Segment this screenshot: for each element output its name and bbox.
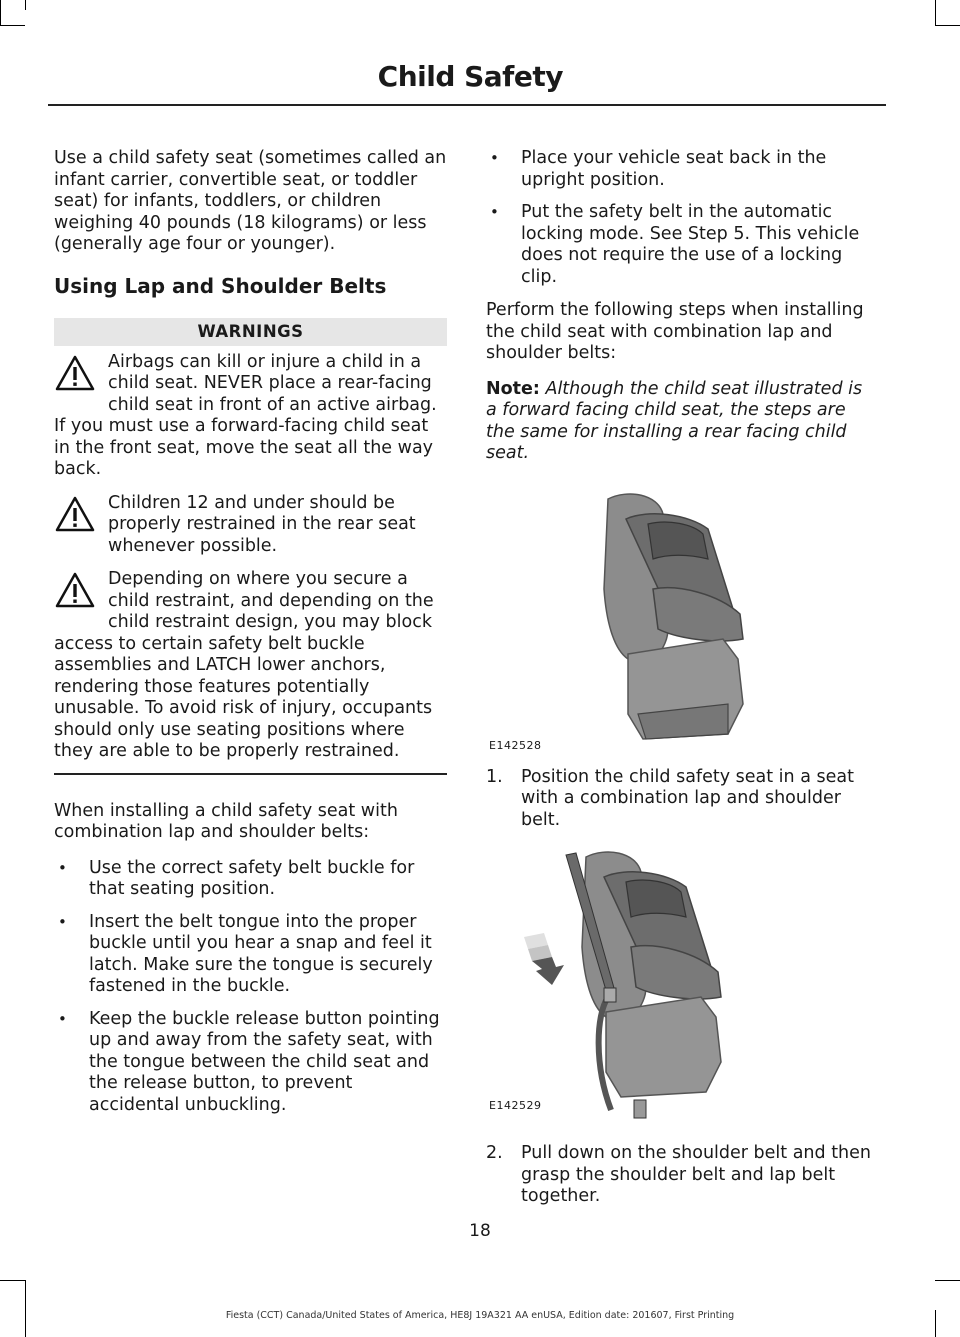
warning-item bbox=[54, 569, 447, 763]
warning-text: Airbags can kill or injure a child in a child seat. NEVER place a rear-facing child seat in front of an active airbag. If you must use a forward-facing child seat in the front seat, move the seat all the way back. bbox=[54, 351, 437, 479]
crop-mark bbox=[935, 25, 960, 26]
page-title: Child Safety bbox=[377, 60, 563, 93]
warnings-header: WARNINGS bbox=[54, 318, 447, 346]
figure-code: E142529 bbox=[489, 1099, 542, 1112]
step-number: 2. bbox=[486, 1143, 503, 1163]
step-number: 1. bbox=[486, 766, 503, 787]
crop-mark bbox=[935, 1280, 960, 1281]
right-column bbox=[486, 148, 878, 1216]
note-text: Although the child seat illustrated is a forward facing child seat, the steps are the same for installing a rear facing child seat. bbox=[486, 378, 863, 463]
crop-mark bbox=[0, 0, 1, 25]
steps-list bbox=[486, 1143, 878, 1208]
footer-text: Fiesta (CCT) Canada/United States of America, HE8J 19A321 AA enUSA, Edition date: 201607, First Printing bbox=[225, 1310, 735, 1321]
list-item: • Put the safety belt in the automatic locking mode. See Step 5. This vehicle does not require the use of a locking clip. bbox=[486, 202, 878, 288]
list-item: • Use the correct safety belt buckle for that seating position. bbox=[54, 858, 447, 901]
warning-icon bbox=[54, 352, 106, 414]
child-seat-belt-illustration bbox=[516, 845, 746, 1125]
warning-text: Children 12 and under should be properly restrained in the rear seat whenever possible. bbox=[108, 492, 416, 556]
left-column bbox=[54, 148, 447, 1128]
crop-mark bbox=[25, 0, 26, 10]
prep-bullets bbox=[486, 148, 878, 288]
figure-child-seat bbox=[486, 479, 878, 759]
list-item: • Insert the belt tongue into the proper buckle until you hear a snap and feel it latch. Make sure the tongue is securely fastened in the buckle. bbox=[54, 912, 447, 998]
list-item: • Keep the buckle release button pointing up and away from the safety seat, with the tongue between the child seat and the release button, to prevent accidental unbuckling. bbox=[54, 1009, 447, 1117]
section-heading: Using Lap and Shoulder Belts bbox=[54, 273, 387, 298]
install-intro: When installing a child safety seat with combination lap and shoulder belts: bbox=[54, 800, 398, 842]
step-item bbox=[486, 1143, 878, 1208]
warning-icon bbox=[54, 493, 106, 555]
figure-child-seat-belt bbox=[486, 845, 878, 1135]
child-seat-illustration bbox=[568, 489, 768, 759]
list-item: • Place your vehicle seat back in the upright position. bbox=[486, 148, 878, 191]
step-text: Pull down on the shoulder belt and then grasp the shoulder belt and lap belt together. bbox=[521, 1143, 872, 1206]
figure-code: E142528 bbox=[489, 738, 542, 752]
crop-mark bbox=[0, 25, 25, 26]
page-number: 18 bbox=[469, 1221, 491, 1241]
warning-item bbox=[54, 352, 447, 481]
warnings-end-rule bbox=[54, 773, 447, 775]
intro-paragraph: Use a child safety seat (sometimes called an infant carrier, convertible seat, or toddler seat) for infants, toddlers, or children weighing 40 pounds (18 kilograms) or less (generally age four or younger). bbox=[54, 148, 447, 254]
step-text: Position the child safety seat in a seat with a combination lap and shoulder belt. bbox=[521, 766, 854, 830]
warning-text: Depending on where you secure a child restraint, and depending on the child restraint design, you may block access to certain safety belt buckle assemblies and LATCH lower anchors, rendering those features potentially unusable. To avoid risk of injury, occupants should only use seating positions where they are able to be properly restrained. bbox=[54, 569, 434, 761]
header-rule bbox=[48, 104, 886, 106]
warning-item bbox=[54, 493, 447, 558]
crop-mark bbox=[935, 0, 936, 25]
crop-mark bbox=[0, 1280, 25, 1281]
note-label: Note: bbox=[486, 378, 540, 399]
step-item bbox=[486, 767, 878, 832]
install-bullets bbox=[54, 858, 447, 1117]
crop-mark bbox=[25, 1280, 26, 1337]
note-paragraph bbox=[486, 379, 878, 465]
warning-icon bbox=[54, 569, 106, 631]
perform-paragraph: Perform the following steps when installing the child seat with combination lap and shoulder belts: bbox=[486, 300, 864, 363]
steps-list bbox=[486, 767, 878, 832]
